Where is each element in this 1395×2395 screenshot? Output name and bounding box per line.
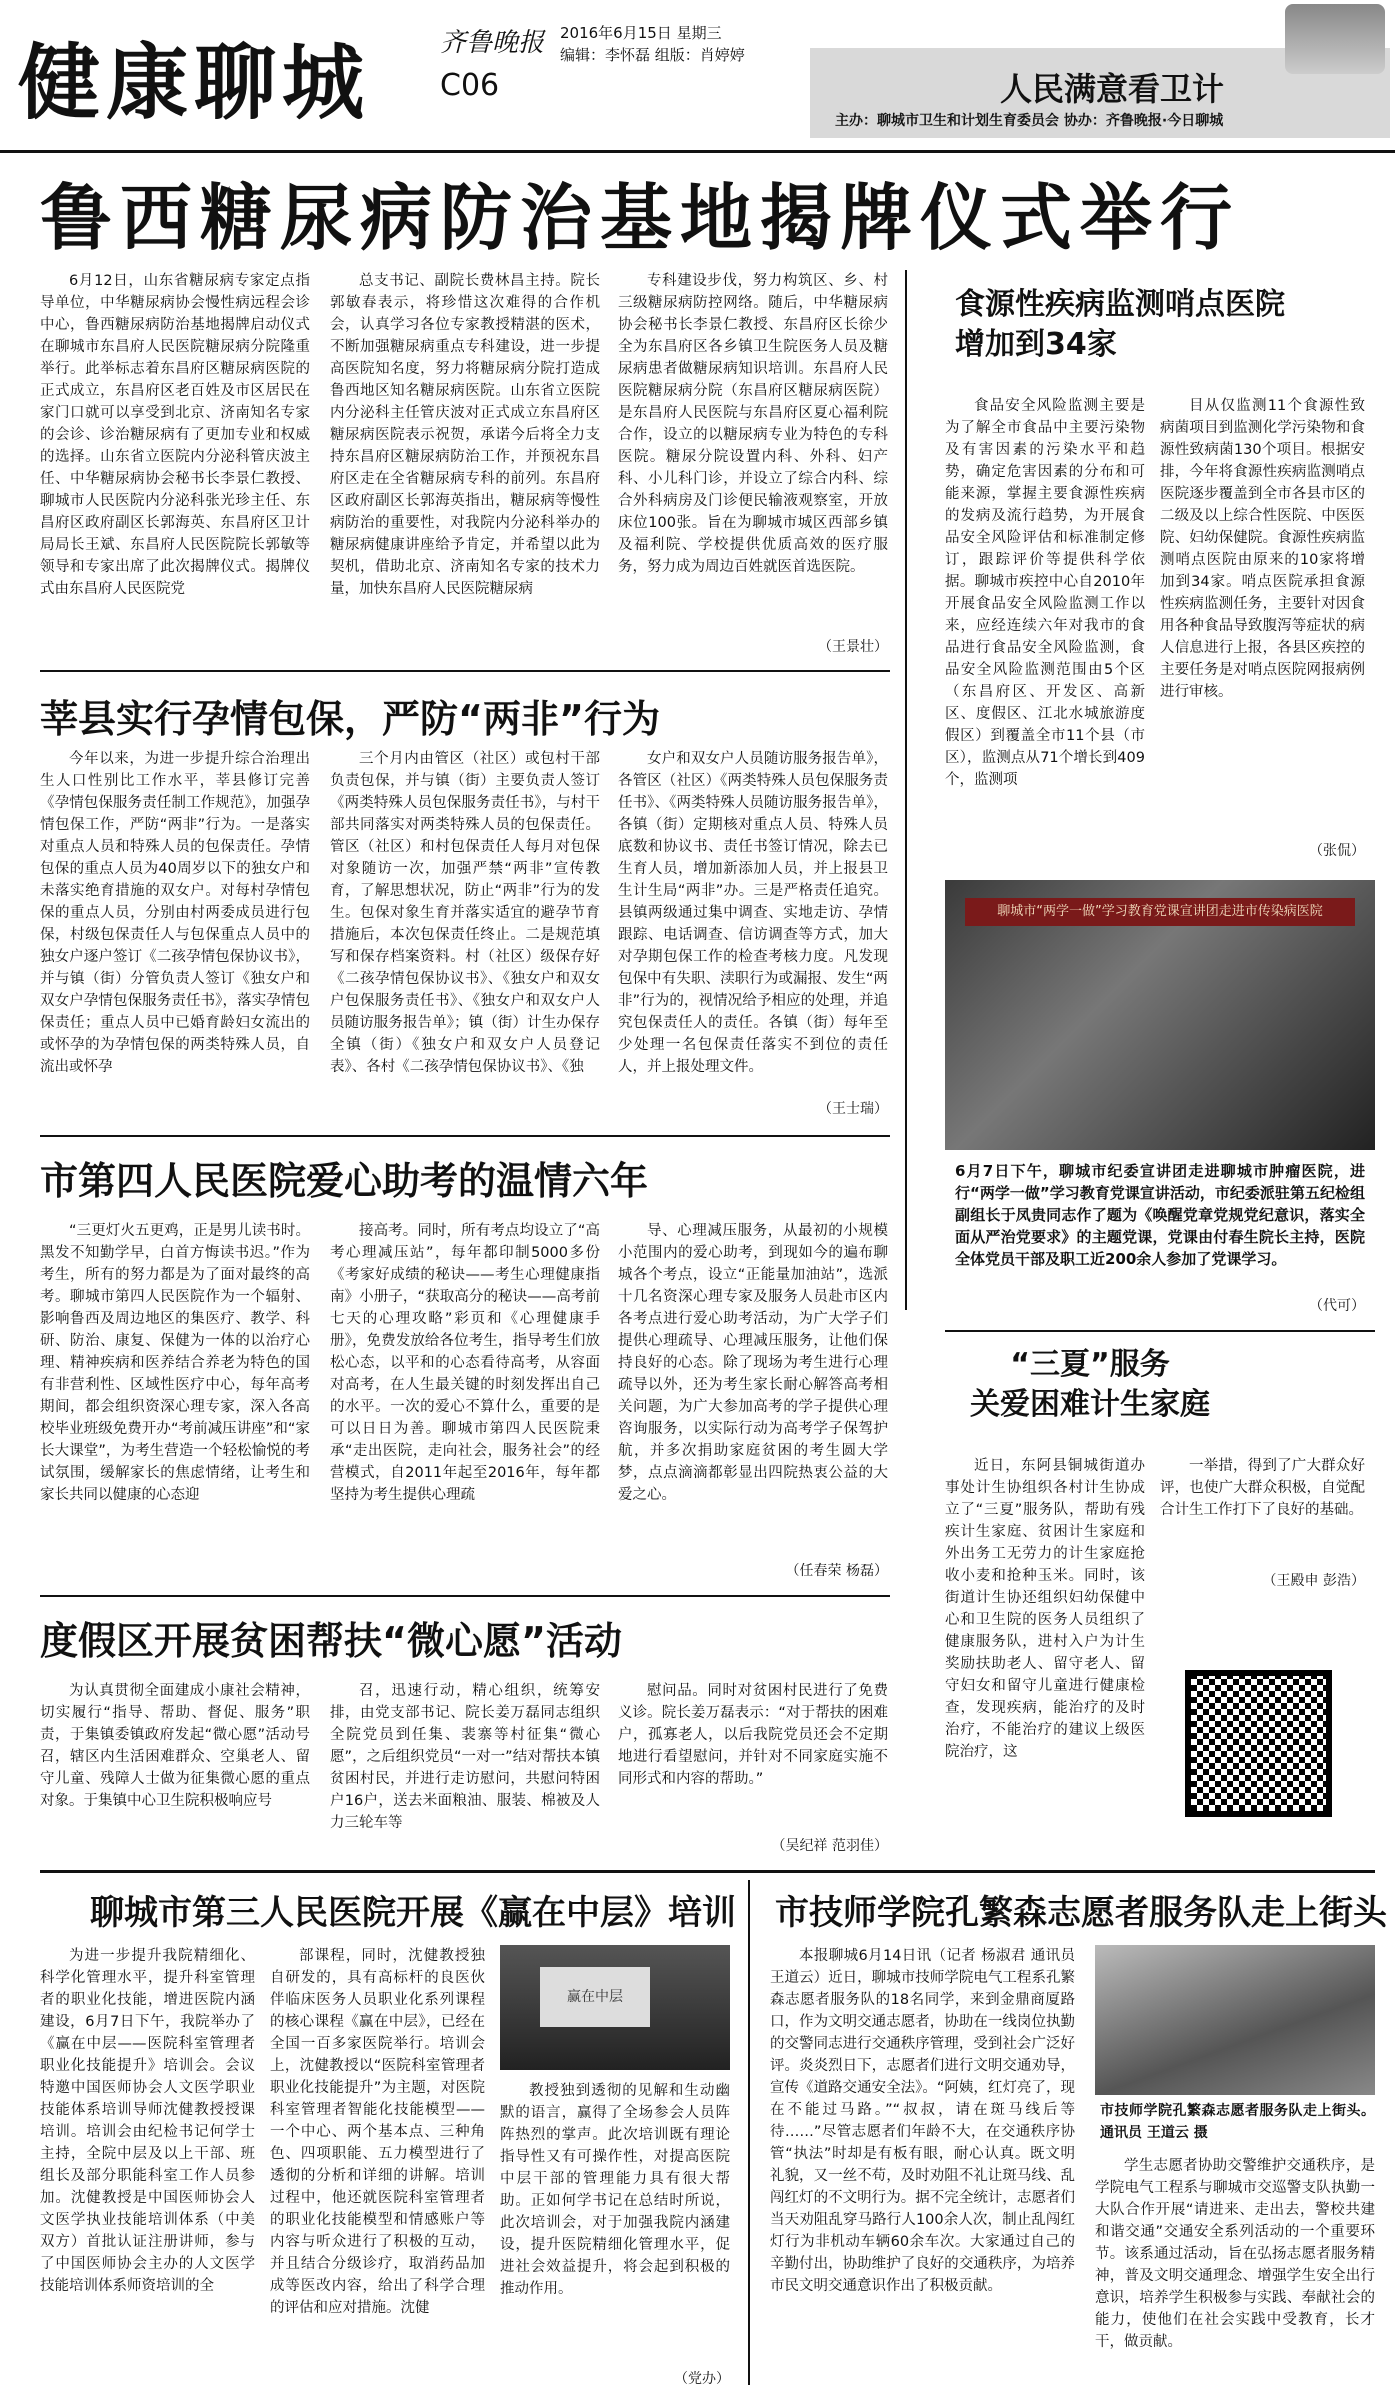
sanxia-byline: （王殿申 彭浩）: [1262, 1573, 1365, 1589]
party-lecture-photo: [945, 880, 1375, 1150]
third-column-1: 为进一步提升我院精细化、科学化管理水平，提升科室管理者的职业化技能，增进医院内涵建设，6月7日下午，我院举办了《赢在中层——医院科室管理者职业化技能提升》培训会。会议特邀中国医师协会人文医学职业技能体系培训导师沈健教授授课培训。培训会由纪检书记何学士主持，全院中层及以上干部、班组长及部分职能科室工作人员参加。沈健教授是中国医师协会人文医学执业技能培训体系（中美双方）首批认证注册讲师，参与了中国医师协会主办的人文医学技能培训体系师资培训的全: [40, 1948, 255, 2294]
food-headline-line2: 增加到34家: [955, 327, 1117, 362]
food-column-1: 食品安全风险监测主要是为了解全市食品中主要污染物及有害因素的污染水平和趋势，确定危害因素的分布和可能来源，掌握主要食源性疾病的发病及流行趋势，为开展食品安全风险评估和标准制定修订，跟踪评价等提供科学依据。聊城市疾控中心自2010年开展食品安全风险监测工作以来，应经连续六年对我市的食品进行食品安全风险监测，食品安全风险监测范围由5个区（东昌府区、开发区、高新区、度假区、江北水城旅游度假区）到覆盖全市11个县（市区），监测点从71个增长到409个，监测项: [945, 398, 1145, 788]
sanxia-headline-line1: “三夏”服务: [1010, 1347, 1170, 1382]
fourth-column-3: 导、心理减压服务，从最初的小规模小范围内的爱心助考，到现如今的遍布聊城各个考点，设立“正能量加油站”，选派十几名资深心理专家及服务人员赴市区内各考点进行爱心助考活动，为广大学子们提供心理疏导、心理减压服务，让他们保持良好的心态。除了现场为考生进行心理疏导以外，还为考生家长耐心解答高考相关问题，为广大参加高考的学子提供心理咨询服务，以实际行动为高考学子保驾护航，并多次捐助家庭贫困的考生圆大学梦，点点滴滴都彰显出四院热衷公益的大爱之心。: [618, 1223, 888, 1503]
fourth-column-1: “三更灯火五更鸡，正是男儿读书时。黑发不知勤学早，白首方悔读书迟。”作为考生，所有的努力都是为了面对最终的高考。聊城市第四人民医院作为一个辐射、影响鲁西及周边地区的集医疗、教学、科研、防治、康复、保健为一体的以治疗心理、精神疾病和医养结合养老为特色的国有非营利性、区域性医疗中心，每年高考期间，都会组织资深心理专家，深入各高校毕业班级免费开办“考前减压讲座”和“家长大课堂”，为考生营造一个轻松愉悦的考试氛围，缓解家长的焦虑情绪，让考生和家长共同以健康的心态迎: [40, 1223, 310, 1503]
third-byline: （党办）: [674, 2371, 730, 2387]
lead-column-1: 6月12日，山东省糖尿病专家定点指导单位，中华糖尿病协会慢性病远程会诊中心，鲁西糖尿病防治基地揭牌启动仪式在聊城市东昌府人民医院糖尿病分院隆重举行。此举标志着东昌府区糖尿病医院的正式成立，东昌府区老百姓及市区居民在家门口就可以享受到北京、济南知名专家的会诊、诊治糖尿病有了更加专业和权威的选择。山东省立医院内分泌科管庆波主任、中华糖尿病协会秘书长李景仁教授、聊城市人民医院内分泌科张光珍主任、东昌府区政府副区长郭海英、东昌府区卫计局局长王斌、东昌府人民医院院长郭敏等领导和专家出席了此次揭牌仪式。揭牌仪式由东昌府人民医院党: [40, 273, 310, 597]
third-hospital-headline: 聊城市第三人民医院开展《赢在中层》培训: [90, 1893, 736, 1933]
date-line: 2016年6月15日 星期三: [560, 24, 722, 42]
shen-headline: 莘县实行孕情包保，严防“两非”行为: [40, 697, 660, 741]
party-lecture-caption: 6月7日下午，聊城市纪委宣讲团走进聊城市肿瘤医院，进行“两学一做”学习教育党课宣讲活动，市纪委派驻第五纪检组副组长于凤贵同志作了题为《唤醒党章党规党纪意识，落实全面从严治党要求》的主题党课，党课由付春生院长主持，医院全体党员干部及职工近200余人参加了党课学习。: [955, 1162, 1365, 1268]
section-divider: [40, 1135, 890, 1137]
resort-byline: （吴纪祥 范羽佳）: [771, 1838, 888, 1854]
banner-sponsor-line: 主办：聊城市卫生和计划生育委员会 协办：齐鲁晚报·今日聊城: [835, 113, 1224, 129]
resort-column-2: 召，迅速行动，精心组织，统筹安排，由党支部书记、院长姜万磊同志组织全院党员到任集、裴寨等村征集“微心愿”，之后组织党员“一对一”结对帮扶本镇贫困村民，并进行走访慰问，共慰问特困户16户，送去米面粮油、服装、棉被及人力三轮车等: [330, 1683, 600, 1831]
volunteer-column-1: 本报聊城6月14日讯（记者 杨淑君 通讯员 王道云）近日，聊城市技师学院电气工程系孔繁森志愿者服务队的18名同学，来到金鼎商厦路口，作为文明交通志愿者，协助在一线岗位执勤的交警同志进行交通秩序管理，受到社会广泛好评。炎炎烈日下，志愿者们进行文明交通劝导，宣传《道路交通安全法》。“阿姨，红灯亮了，现在不能过马路。”“叔叔，请在斑马线后等待……”尽管志愿者们年龄不大，在交通秩序协管“执法”时却是有板有眼，耐心认真。既文明礼貌，又一丝不苟，及时劝阻不礼让斑马线、乱闯红灯的不文明行为。据不完全统计，志愿者们当天劝阻乱穿马路行人100余人次，制止乱闯红灯行为非机动车辆60余车次。大家通过自己的辛勤付出，协助维护了良好的交通秩序，为培养市民文明交通意识作出了积极贡献。: [770, 1948, 1075, 2294]
resort-headline: 度假区开展贫困帮扶“微心愿”活动: [40, 1619, 622, 1663]
shen-byline: （王士瑞）: [818, 1101, 888, 1117]
sanxia-column-2: 一举措，得到了广大群众好评，也使广大群众积极，自觉配合计生工作打下了良好的基础。: [1160, 1458, 1365, 1518]
fourth-column-2: 接高考。同时，所有考点均设立了“高考心理减压站”，每年都印制5000多份《考家好成绩的秘诀——考生心理健康指南》小册子，“获取高分的秘诀——高考前七天的心理攻略”彩页和《心理健康手册》，免费发放给各位考生，指导考生们放松心态，以平和的心态看待高考，从容面对高考，在人生最关键的时刻发挥出自己的水平。一次的爱心不算什么，重要的是可以日日为善。聊城市第四人民医院秉承“走出医院，走向社会，服务社会”的经营模式，自2011年起至2016年，每年都坚持为考生提供心理疏: [330, 1223, 600, 1503]
editor-line: 编辑：李怀磊 组版：肖婷婷: [560, 46, 745, 64]
publication-info: [560, 22, 745, 66]
section-title: 健康聊城: [18, 36, 371, 131]
section-divider: [40, 1870, 1375, 1873]
section-divider: [40, 1595, 890, 1597]
page-number: C06: [440, 68, 500, 103]
lead-column-3: 专科建设步伐，努力构筑区、乡、村三级糖尿病防控网络。随后，中华糖尿病协会秘书长李景仁教授、东昌府区长徐少全为东昌府区各乡镇卫生院医务人员及糖尿病患者做糖尿病知识培训。东昌府人民医院糖尿病分院（东昌府区糖尿病医院）是东昌府人民医院与东昌府区夏心福利院合作，设立的以糖尿病专业为特色的专科医院。糖尿分院设置内科、外科、妇产科、小儿科门诊，并设立了综合内科、综合外科病房及门诊便民输液观察室，开放床位100张。旨在为聊城市城区西部乡镇及福利院、学校提供优质高效的医疗服务，努力成为周边百姓就医首选医院。: [618, 273, 888, 575]
party-lecture-byline: （代可）: [1309, 1298, 1365, 1314]
photo-banner-text: 聊城市“两学一做”学习教育党课宣讲团走进市传染病医院: [965, 898, 1355, 926]
shen-column-3: 女户和双女户人员随访服务报告单》，各管区（社区）《两类特殊人员包保服务责任书》、《两类特殊人员随访服务报告单》，各镇（街）定期核对重点人员、特殊人员底数和协议书、责任书签订情况，除去已生育人员，增加新添加人员，并上报县卫生计生局“两非”办。三是严格责任追究。县镇两级通过集中调查、实地走访、孕情跟踪、电话调查、信访调查等方式，加大对孕期包保工作的检查考核力度。凡发现包保中有失职、渎职行为或漏报、发生“两非”行为的，视情况给予相应的处理，并追究包保责任人的责任。各镇（街）每年至少处理一名包保责任落实不到位的责任人，并上报处理文件。: [618, 751, 888, 1075]
resort-column-3: 慰问品。同时对贫困村民进行了免费义诊。院长姜万磊表示：“对于帮扶的困难户，孤寡老人，以后我院党员还会不定期地进行看望慰问，并针对不同家庭实施不同形式和内容的帮助。”: [618, 1683, 888, 1787]
food-headline: [955, 285, 1285, 365]
section-divider: [945, 1330, 1375, 1332]
sanxia-headline-line2: 关爱困难计生家庭: [970, 1387, 1210, 1422]
lead-column-2: 总支书记、副院长费林昌主持。院长郭敏春表示，将珍惜这次难得的合作机会，认真学习各位专家教授精湛的医术，不断加强糖尿病重点专科建设，进一步提高医院知名度，努力将糖尿病分院打造成鲁西地区知名糖尿病医院。山东省立医院内分泌科主任管庆波对正式成立东昌府区糖尿病医院表示祝贺，承诺今后将全力支持东昌府区糖尿病防治工作，并预祝东昌府区走在全省糖尿病专科的前列。东昌府区政府副区长郭海英指出，糖尿病等慢性病防治的重要性，对我院内分泌科举办的糖尿病健康讲座给予肯定，并希望以此为契机，借助北京、济南知名专家的技术力量，加快东昌府人民医院糖尿病: [330, 273, 600, 597]
banner-portrait-image: [1285, 4, 1385, 74]
training-photo: [500, 1945, 730, 2070]
food-column-2: 目从仅监测11个食源性致病菌项目到监测化学污染物和食源性致病菌130个项目。根据安排，今年将食源性疾病监测哨点医院逐步覆盖到全市各县市区的二级及以上综合性医院、中医医院、妇幼保健院。食源性疾病监测哨点医院由原来的10家将增加到34家。哨点医院承担食源性疾病监测任务，主要针对因食用各种食品导致腹泻等症状的病人信息进行上报，各县区疾控的主要任务是对哨点医院网报病例进行审核。: [1160, 398, 1365, 700]
food-byline: （张侃）: [1309, 843, 1365, 859]
volunteer-headline: 市技师学院孔繁森志愿者服务队走上街头: [775, 1893, 1387, 1933]
column-divider: [748, 1880, 750, 2385]
volunteer-column-2: 学生志愿者协助交警维护交通秩序，是学院电气工程系与聊城市交巡警支队执勤一大队合作开展“请进来、走出去，警校共建和谐交通”交通安全系列活动的一个重要环节。该系通过活动，旨在弘扬志愿者服务精神，普及文明交通理念、增强学生安全出行意识，培养学生积极参与实践、奉献社会的能力，使他们在社会实践中受教育，长才干，做贡献。: [1095, 2158, 1375, 2350]
column-divider: [905, 270, 907, 1310]
volunteer-photo: [1095, 1945, 1375, 2095]
training-screen-text: 赢在中层: [540, 1967, 650, 2027]
lead-headline: 鲁西糖尿病防治基地揭牌仪式举行: [40, 176, 1241, 260]
resort-column-1: 为认真贯彻全面建成小康社会精神，切实履行“指导、帮助、督促、服务”职责，于集镇委镇政府发起“微心愿”活动号召，辖区内生活困难群众、空巢老人、留守儿童、残障人士做为征集微心愿的重点对象。于集镇中心卫生院积极响应号: [40, 1683, 310, 1809]
third-column-3: 教授独到透彻的见解和生动幽默的语言，赢得了全场参会人员阵阵热烈的掌声。此次培训既有理论指导性又有可操作性，对提高医院中层干部的管理能力具有很大帮助。正如何学书记在总结时所说，此次培训会，对于加强我院内涵建设，提升医院精细化管理水平，促进社会效益提升，将会起到积极的推动作用。: [500, 2083, 730, 2297]
food-headline-line1: 食源性疾病监测哨点医院: [955, 287, 1285, 322]
volunteer-photo-caption: 市技师学院孔繁森志愿者服务队走上街头。通讯员 王道云 摄: [1100, 2103, 1375, 2141]
sanxia-column-1: 近日，东阿县铜城街道办事处计生协组织各村计生协成立了“三夏”服务队，帮助有残疾计生家庭、贫困计生家庭和外出务工无劳力的计生家庭抢收小麦和抢种玉米。同时，该街道计生协还组织妇幼保健中心和卫生院的医务人员组织了健康服务队，进村入户为计生奖励扶助老人、留守老人、留守妇女和留守儿童进行健康检查，发现疾病，能治疗的及时治疗，不能治疗的建议上级医院治疗，这: [945, 1458, 1145, 1760]
section-divider: [40, 670, 890, 672]
lead-byline: （王景壮）: [818, 639, 888, 655]
shen-column-2: 三个月内由管区（社区）或包村干部负责包保，并与镇（街）主要负责人签订《两类特殊人员包保服务责任书》，与村干部共同落实对两类特殊人员的包保责任。管区（社区）和村包保责任人每月对包保对象随访一次，加强严禁“两非”宣传教育，了解思想状况，防止“两非”行为的发生。包保对象生育并落实适宜的避孕节育措施后，本次包保责任终止。二是规范填写和保存档案资料。村（社区）级保存好《二孩孕情包保协议书》、《独女户和双女户包保服务责任书》、《独女户和双女户人员随访服务报告单》；镇（街）计生办保存全镇（街）《独女户和双女户人员登记表》、各村《二孩孕情包保协议书》、《独: [330, 751, 600, 1075]
fourth-hospital-headline: 市第四人民医院爱心助考的温情六年: [40, 1159, 649, 1203]
fourth-byline: （任春荣 杨磊）: [785, 1563, 888, 1579]
masthead: [0, 0, 1395, 153]
qr-code: [1185, 1670, 1332, 1817]
banner-slogan: 人民满意看卫计: [1000, 70, 1225, 108]
sanxia-headline: [955, 1345, 1225, 1425]
newspaper-logo: 齐鲁晚报: [440, 28, 545, 58]
third-column-2: 部课程，同时，沈健教授独自研发的，具有高标杆的良医伙伴临床医务人员职业化系列课程的核心课程《赢在中层》，已经在全国一百多家医院举行。培训会上，沈健教授以“医院科室管理者职业化技能提升”为主题，对医院科室管理者智能化技能模型——一个中心、两个基本点、三种角色、四项职能、五力模型进行了透彻的分析和详细的讲解。培训过程中，他还就医院科室管理者的职业化技能模型和情感账户等内容与听众进行了积极的互动，并且结合分级诊疗，取消药品加成等医改内容，给出了科学合理的评估和应对措施。沈健: [270, 1948, 485, 2316]
shen-column-1: 今年以来，为进一步提升综合治理出生人口性别比工作水平，莘县修订完善《孕情包保服务责任制工作规范》，加强孕情包保工作，严防“两非”行为。一是落实对重点人员和特殊人员的包保责任。孕情包保的重点人员为40周岁以下的独女户和未落实绝育措施的双女户。对每村孕情包保的重点人员，分别由村两委成员进行包保，村级包保责任人与包保重点人员中的独女户逐户签订《二孩孕情包保协议书》，并与镇（街）分管负责人签订《独女户和双女户孕情包保服务责任书》，落实孕情包保责任；重点人员中已婚育龄妇女流出的或怀孕的为孕情包保的两类特殊人员，自流出或怀孕: [40, 751, 310, 1075]
